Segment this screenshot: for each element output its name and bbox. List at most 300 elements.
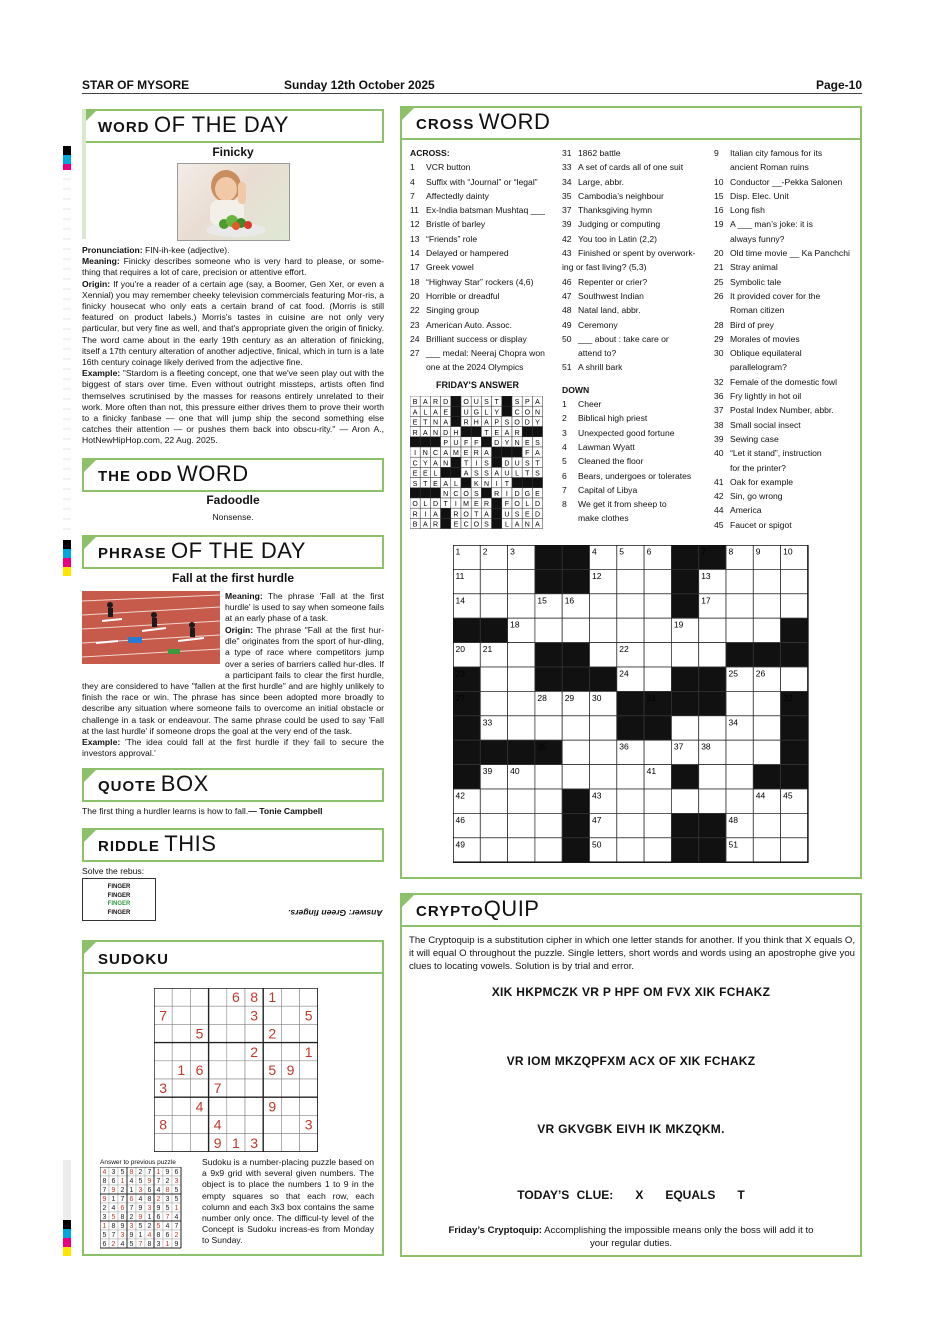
clue-item: 28 Bird of prey <box>714 319 774 330</box>
sudoku-cell <box>300 1134 318 1152</box>
friday-letter: S <box>504 419 510 427</box>
crossword-cell[interactable] <box>617 813 644 837</box>
crossword-cell[interactable] <box>753 740 780 764</box>
crossword-cell-number: 23 <box>455 668 465 679</box>
crossword-cell[interactable] <box>726 765 753 789</box>
crossword-cell[interactable] <box>590 643 617 667</box>
friday-letter: L <box>433 470 438 478</box>
crossword-cell[interactable] <box>617 594 644 618</box>
sudoku-given-number: 3 <box>304 1116 313 1133</box>
clue-item: 20 Old time movie __ Ka Panchchi <box>714 248 850 259</box>
friday-block <box>441 467 451 477</box>
friday-letter: E <box>422 470 428 478</box>
crossword-cell[interactable] <box>753 716 780 740</box>
prev-sudoku-number: 6 <box>120 1205 125 1213</box>
friday-letter: T <box>504 480 510 488</box>
crossword-cell-number: 32 <box>783 692 793 703</box>
friday-letter: L <box>504 521 509 529</box>
friday-letter: A <box>535 521 540 529</box>
crossword-cell[interactable] <box>535 618 562 642</box>
friday-letter: D <box>534 511 541 519</box>
crossword-cell[interactable] <box>644 569 671 593</box>
friday-block <box>492 447 502 457</box>
friday-letter: S <box>535 439 540 447</box>
clue-item: 25 Symbolic tale <box>714 276 782 287</box>
odd-word-title-box: THE ODD WORD <box>82 458 384 492</box>
prev-sudoku-number: 1 <box>138 1232 143 1240</box>
clue-item: 42 You too in Latin (2,2) <box>562 233 657 244</box>
prev-sudoku-label: Answer to previous puzzle <box>100 1159 176 1166</box>
friday-letter: A <box>535 399 540 407</box>
friday-block <box>492 518 502 528</box>
crossword-block <box>644 716 671 740</box>
sudoku-cell <box>245 1115 263 1133</box>
crossword-cell-number: 7 <box>701 546 706 557</box>
crossword-cell-number: 33 <box>482 717 493 728</box>
prev-sudoku-number: 4 <box>138 1196 143 1204</box>
crossword-cell[interactable] <box>644 618 671 642</box>
prev-sudoku-number: 3 <box>138 1187 143 1195</box>
prev-sudoku-number: 4 <box>174 1214 179 1222</box>
crossword-block <box>671 594 698 618</box>
crossword-cell[interactable] <box>644 643 671 667</box>
sudoku-cell <box>172 1006 190 1024</box>
crossword-cell-number: 20 <box>455 644 465 655</box>
phrase-origin: Origin: The phrase "Fall at the first hur-dle" originates from the sport of hur-dling, a type of race where competitors jump over a series of barriers called hur-dles. If a participant fails to clear the first hurdle, they are considered to have "fallen at the first hurdle" and are highly unlikely to finish the race or win. The phrase has since been adopted more broadly to describe any situation where someone fails to overcome an initial obstacle or challenge in a task or endeavour. The same phrase could be used to say 'Fall at the last hurdle' if someone drops the goal at the very end of the task. Example: 'The idea could fall at the first hurdle if they fail to secure the investors approval.' <box>82 625 384 759</box>
crossword-cell[interactable] <box>781 667 808 691</box>
sudoku-cell <box>300 1079 318 1097</box>
clue-item: 42 Sin, go wrong <box>714 491 783 502</box>
friday-letter: L <box>453 480 458 488</box>
prev-sudoku-number: 8 <box>111 1223 116 1231</box>
clue-item: 29 Morales of movies <box>714 333 800 344</box>
clue-item: 32 Female of the domestic fowl <box>714 376 837 387</box>
crossword-cell[interactable] <box>753 569 780 593</box>
crossword-cell[interactable] <box>644 838 671 862</box>
cryptoquip-line-3: VR GKVGBK EIVH IK MKZQKM. <box>537 1122 725 1136</box>
crossword-cell[interactable] <box>590 716 617 740</box>
crossword-cell[interactable] <box>726 569 753 593</box>
crossword-cell-number: 9 <box>755 546 761 557</box>
crossword-block <box>781 643 808 667</box>
friday-letter: O <box>514 501 520 509</box>
publication-name: STAR OF MYSORE <box>82 78 190 92</box>
crossword-cell[interactable] <box>671 789 698 813</box>
friday-letter: A <box>443 450 449 458</box>
crossword-cell[interactable] <box>753 838 780 862</box>
crossword-cell[interactable] <box>590 740 617 764</box>
clue-item: ancient Roman ruins <box>730 162 809 173</box>
clue-item: 3 Unexpected good fortune <box>562 427 675 438</box>
crossword-cell[interactable] <box>781 838 808 862</box>
clue-item: 40 “Let it stand”, instruction <box>714 448 822 459</box>
crossword-cell-number: 46 <box>455 814 465 825</box>
friday-letter: S <box>484 470 489 478</box>
friday-block <box>461 427 471 437</box>
friday-block <box>430 488 440 498</box>
crossword-cell[interactable] <box>617 765 644 789</box>
friday-letter: N <box>432 429 439 437</box>
sudoku-cell <box>245 1079 263 1097</box>
prev-sudoku-number: 9 <box>102 1196 107 1204</box>
crossword-cell[interactable] <box>480 569 507 593</box>
friday-letter: S <box>524 460 530 468</box>
prev-sudoku-number: 5 <box>174 1187 179 1195</box>
crossword-cell[interactable] <box>781 569 808 593</box>
crossword-cell[interactable] <box>726 789 753 813</box>
friday-letter: C <box>453 490 459 498</box>
sudoku-cell <box>154 988 172 1006</box>
prev-sudoku-number: 6 <box>174 1169 179 1177</box>
friday-letter: T <box>463 460 469 468</box>
crossword-cell[interactable] <box>753 691 780 715</box>
crossword-cell[interactable] <box>617 569 644 593</box>
crossword-cell[interactable] <box>562 618 589 642</box>
prev-sudoku-number: 6 <box>129 1196 134 1204</box>
riddle-answer-upside-down: Answer: Green fingers. <box>288 908 383 918</box>
crossword-block <box>535 667 562 691</box>
friday-block <box>461 478 471 488</box>
friday-letter: L <box>423 409 428 417</box>
prev-sudoku-number: 5 <box>129 1241 134 1249</box>
sudoku-cell <box>245 1061 263 1079</box>
friday-letter: A <box>494 470 500 478</box>
friday-letter: S <box>473 470 479 478</box>
crossword-cell[interactable] <box>699 618 726 642</box>
issue-date: Sunday 12th October 2025 <box>284 78 435 92</box>
crossword-cell[interactable] <box>699 789 726 813</box>
clue-item: parallelogram? <box>730 362 787 373</box>
friday-letter: R <box>453 511 459 519</box>
clue-item: 6 Bears, undergoes or tolerates <box>562 470 692 481</box>
crossword-cell[interactable] <box>753 618 780 642</box>
crossword-block <box>781 740 808 764</box>
sudoku-cell <box>263 1079 281 1097</box>
crossword-cell[interactable] <box>644 813 671 837</box>
friday-block <box>451 457 461 467</box>
friday-letter: A <box>535 450 540 458</box>
friday-letter: S <box>484 460 489 468</box>
prev-sudoku-number: 7 <box>147 1169 152 1177</box>
prev-sudoku-number: 9 <box>111 1187 116 1195</box>
friday-letter: E <box>412 419 418 427</box>
friday-letter: D <box>432 501 439 509</box>
crossword-cell[interactable] <box>535 813 562 837</box>
clue-item: 33 A set of cards all of one suit <box>562 162 684 173</box>
prev-sudoku-number: 5 <box>138 1223 143 1231</box>
prev-sudoku-number: 4 <box>102 1169 107 1177</box>
prev-sudoku-number: 9 <box>129 1232 134 1240</box>
friday-letter: S <box>514 399 520 407</box>
crossword-cell-number: 43 <box>592 790 602 801</box>
friday-letter: N <box>422 450 428 458</box>
clue-item: 41 Oak for example <box>714 476 794 487</box>
sudoku-title-box: SUDOKU <box>82 940 384 974</box>
crossword-cell[interactable] <box>617 618 644 642</box>
todays-clue: TODAY’S CLUE: X EQUALS T <box>517 1188 745 1202</box>
crossword-cell[interactable] <box>508 667 535 691</box>
crossword-cell[interactable] <box>781 813 808 837</box>
friday-letter: S <box>514 511 520 519</box>
clue-item: 22 Singing group <box>410 305 480 316</box>
cryptoquip-line-2: VR IOM MKZQPFXM ACX OF XIK FCHAKZ <box>506 1054 756 1068</box>
prev-sudoku-number: 1 <box>120 1178 125 1186</box>
sudoku-description: Sudoku is a number-placing puzzle based on a 9x9 grid with several given numbers. The object is to place the numbers 1 to 9 in the empty squares so that each row, each column and each 3x3 box contains the same number only once. The difficul-ty level of the Concept is Sudoku increas-es from Monday to Sunday. <box>202 1157 374 1246</box>
crossword-block <box>562 545 589 569</box>
crossword-block <box>617 691 644 715</box>
sudoku-cell <box>209 1097 227 1115</box>
friday-letter: A <box>484 511 489 519</box>
crossword-block <box>671 667 698 691</box>
clue-item: one at the 2024 Olympics <box>426 362 524 373</box>
sudoku-given-number: 1 <box>177 1061 186 1078</box>
crossword-cell[interactable] <box>480 594 507 618</box>
friday-letter: H <box>453 429 459 437</box>
sudoku-cell <box>227 1079 245 1097</box>
friday-letter: S <box>484 521 489 529</box>
prev-sudoku-number: 8 <box>156 1232 161 1240</box>
cryptoquip-intro: The Cryptoquip is a substitution cipher in which one letter stands for another. If you think that X equals O, it will equal O throughout the puzzle. Single letters, short words and words using an apostrophe give you clues to locating vowels. Solution is by trial and error. <box>409 935 855 972</box>
prev-sudoku-number: 5 <box>120 1169 125 1177</box>
friday-letter: L <box>423 501 428 509</box>
sudoku-given-number: 2 <box>250 1043 258 1060</box>
crossword-cell[interactable] <box>508 594 535 618</box>
phrase-of-day-title-box: PHRASE OF THE DAY <box>82 535 384 569</box>
crossword-cell[interactable] <box>508 569 535 593</box>
crossword-cell[interactable] <box>753 594 780 618</box>
crossword-cell[interactable] <box>508 838 535 862</box>
riddle-title-box: RIDDLE THIS <box>82 828 384 862</box>
friday-letter: U <box>473 399 479 407</box>
prev-sudoku-number: 1 <box>102 1223 107 1231</box>
friday-crossword-answer-grid <box>410 396 545 529</box>
odd-word-meaning: Nonsense. <box>212 512 254 522</box>
clue-item: 19 A ___ man’s joke: it is <box>714 219 813 230</box>
clue-item: 49 Ceremony <box>562 319 618 330</box>
friday-letter: D <box>524 419 530 427</box>
friday-block <box>532 427 542 437</box>
crossword-cell[interactable] <box>726 691 753 715</box>
crossword-cell[interactable] <box>535 838 562 862</box>
friday-letter: E <box>524 511 530 519</box>
crossword-block <box>781 618 808 642</box>
friday-letter: T <box>535 460 540 468</box>
friday-letter: Y <box>535 419 540 427</box>
friday-block <box>522 427 532 437</box>
clue-item: ing or fast living? (5,3) <box>562 262 647 273</box>
crossword-cell[interactable] <box>508 691 535 715</box>
crossword-cell[interactable] <box>590 594 617 618</box>
friday-letter: N <box>443 490 449 498</box>
crossword-cell[interactable] <box>508 813 535 837</box>
prev-sudoku-number: 4 <box>111 1205 116 1213</box>
friday-block <box>451 416 461 426</box>
crossword-cell[interactable] <box>562 765 589 789</box>
friday-letter: E <box>535 490 540 498</box>
sudoku-given-number: 8 <box>250 989 258 1006</box>
prev-sudoku-number: 4 <box>156 1187 161 1195</box>
crossword-cell-number: 41 <box>646 766 657 777</box>
friday-letter: U <box>504 470 510 478</box>
prev-sudoku-number: 2 <box>147 1223 152 1231</box>
sudoku-cell <box>172 1115 190 1133</box>
friday-letter: G <box>524 490 531 498</box>
crossword-cell[interactable] <box>535 716 562 740</box>
friday-letter: R <box>412 511 418 519</box>
crossword-cell[interactable] <box>480 667 507 691</box>
crossword-cell-number: 22 <box>619 644 629 655</box>
friday-letter: R <box>494 490 500 498</box>
sudoku-cell <box>281 1097 299 1115</box>
crossword-cell[interactable] <box>480 838 507 862</box>
prev-sudoku-number: 7 <box>129 1205 134 1213</box>
friday-letter: R <box>432 399 439 407</box>
crossword-cell[interactable] <box>781 594 808 618</box>
down-label: DOWN <box>562 384 590 395</box>
crossword-cell[interactable] <box>726 740 753 764</box>
crossword-cell-number: 12 <box>592 570 602 581</box>
crossword-block <box>562 789 589 813</box>
sudoku-given-number: 6 <box>195 1061 204 1078</box>
prev-sudoku-number: 5 <box>138 1178 143 1186</box>
prev-sudoku-number: 6 <box>156 1214 161 1222</box>
friday-letter: E <box>433 480 438 488</box>
crossword-cell[interactable] <box>508 789 535 813</box>
clue-item: 20 Horrible or dreadful <box>410 290 500 301</box>
crossword-cell[interactable] <box>671 716 698 740</box>
friday-letter: B <box>412 399 418 407</box>
friday-letter: R <box>483 501 490 509</box>
friday-letter: I <box>475 460 478 468</box>
prev-sudoku-number: 9 <box>138 1214 143 1222</box>
friday-letter: F <box>525 450 530 458</box>
friday-block <box>410 488 420 498</box>
crossword-cell[interactable] <box>699 643 726 667</box>
riddle-prompt: Solve the rebus: <box>82 866 145 876</box>
prev-sudoku-number: 2 <box>165 1178 170 1186</box>
crossword-cell[interactable] <box>726 594 753 618</box>
friday-letter: N <box>432 419 439 427</box>
crossword-cell[interactable] <box>535 765 562 789</box>
crossword-block <box>562 813 589 837</box>
crossword-cell-number: 51 <box>728 839 738 850</box>
clue-item: 43 Finished or spent by overwork- <box>562 248 696 259</box>
crossword-block <box>671 838 698 862</box>
crossword-cell[interactable] <box>535 789 562 813</box>
friday-letter: A <box>504 429 510 437</box>
prev-sudoku-number: 9 <box>138 1205 143 1213</box>
crossword-cell-number: 24 <box>619 668 629 679</box>
crossword-cell-number: 18 <box>510 619 520 630</box>
phrase-of-day-phrase: Fall at the first hurdle <box>171 571 294 585</box>
sudoku-given-number: 7 <box>213 1080 222 1097</box>
crossword-block <box>590 667 617 691</box>
crossword-cell[interactable] <box>590 618 617 642</box>
crossword-cell[interactable] <box>644 594 671 618</box>
friday-block <box>451 406 461 416</box>
word-of-day-title-box: WORD OF THE DAY <box>82 109 384 143</box>
crossword-cell[interactable] <box>617 789 644 813</box>
clue-item: 36 Fry lightly in hot oil <box>714 391 802 402</box>
friday-letter: T <box>484 429 489 437</box>
crossword-cell[interactable] <box>644 667 671 691</box>
crossword-cell[interactable] <box>671 643 698 667</box>
sudoku-cell <box>154 1097 172 1115</box>
friday-block <box>441 518 451 528</box>
sudoku-cell <box>190 988 208 1006</box>
prev-sudoku-number: 1 <box>165 1241 170 1249</box>
crossword-cell[interactable] <box>726 618 753 642</box>
crossword-cell-number: 10 <box>783 546 793 557</box>
crossword-cell[interactable] <box>699 765 726 789</box>
friday-letter: D <box>443 399 449 407</box>
crossword-block <box>562 643 589 667</box>
sudoku-cell <box>172 1024 190 1042</box>
across-clues-column-2 <box>562 146 712 526</box>
friday-letter: Y <box>494 409 500 417</box>
sudoku-cell <box>227 1006 245 1024</box>
crossword-cell[interactable] <box>480 813 507 837</box>
friday-letter: E <box>412 470 418 478</box>
friday-letter: N <box>443 460 449 468</box>
across-clues-column-1: ACROSS: 1 VCR button 4 Suffix with “Journal” or “legal” 7 Affectedly dainty 11 Ex-India batsman Mushtaq ___ 12 Bristle of barley 13 “Friends” role 14 Delayed or hampered 17 Greek vowel 18 “Highway Star” rockers (4,6) 20 Horrible or dreadful 22 Singing group 23 American Auto. Assoc. 24 Brilliant success or display 27 ___ medal: Neeraj Chopra won one at the 2024 Olympics <box>410 146 560 375</box>
sudoku-cell <box>190 1006 208 1024</box>
sudoku-cell <box>209 1061 227 1079</box>
crossword-cell[interactable] <box>562 740 589 764</box>
clue-item: 11 Ex-India batsman Mushtaq ___ <box>410 205 545 216</box>
prev-sudoku-number: 9 <box>120 1223 125 1231</box>
sudoku-cell <box>172 1134 190 1152</box>
crossword-cell[interactable] <box>590 765 617 789</box>
friday-letter: S <box>535 470 540 478</box>
clue-item: 7 Capital of Libya <box>562 484 638 495</box>
crossword-cell[interactable] <box>753 813 780 837</box>
sudoku-cell <box>227 1043 245 1061</box>
prev-sudoku-number: 7 <box>156 1178 161 1186</box>
friday-letter: P <box>524 399 530 407</box>
crossword-cell[interactable] <box>480 789 507 813</box>
sudoku-cell <box>300 1024 318 1042</box>
crossword-cell[interactable] <box>699 716 726 740</box>
girl-refusing-salad-photo <box>177 163 290 241</box>
crossword-cell-number: 6 <box>646 546 652 557</box>
friday-letter: A <box>514 521 520 529</box>
friday-letter: D <box>534 501 541 509</box>
crossword-cell[interactable] <box>617 838 644 862</box>
prev-sudoku-number: 3 <box>129 1223 134 1231</box>
clue-item: 26 It provided cover for the <box>714 290 821 301</box>
clue-item: 38 Small social insect <box>714 419 801 430</box>
prev-sudoku-number: 1 <box>129 1187 134 1195</box>
friday-letter: N <box>514 439 520 447</box>
friday-letter: R <box>473 450 479 458</box>
crossword-cell[interactable] <box>644 740 671 764</box>
crossword-block <box>671 545 698 569</box>
crossword-cell[interactable] <box>644 789 671 813</box>
crossword-cell[interactable] <box>480 691 507 715</box>
prev-sudoku-number: 7 <box>120 1196 125 1204</box>
crossword-cell-number: 17 <box>701 595 711 606</box>
crossword-cell[interactable] <box>508 643 535 667</box>
clue-item: 39 Judging or computing <box>562 219 661 230</box>
friday-letter: U <box>463 409 469 417</box>
crossword-cell[interactable] <box>508 716 535 740</box>
crossword-block <box>453 765 480 789</box>
crossword-cell-number: 39 <box>482 766 493 777</box>
crossword-block <box>699 838 726 862</box>
clue-item: 10 Conductor __-Pekka Salonen <box>714 176 843 187</box>
crossword-cell[interactable] <box>562 716 589 740</box>
